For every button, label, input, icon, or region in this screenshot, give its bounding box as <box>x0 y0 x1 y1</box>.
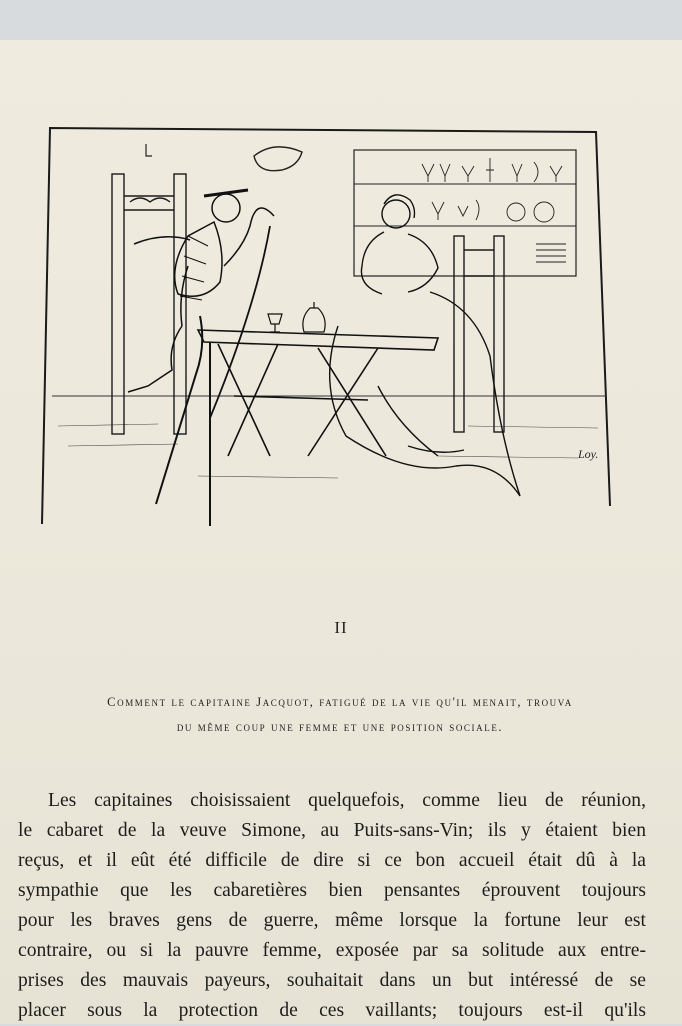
body-line: pour les braves gens de guerre, même lorsque la fortune leur est <box>18 910 646 931</box>
illustration <box>38 126 614 526</box>
engraving-tavern-scene-icon <box>38 126 614 526</box>
book-page <box>0 40 682 1024</box>
body-line: sympathie que les cabaretières bien pensantes éprouvent toujours <box>18 880 646 901</box>
body-line: contraire, ou si la pauvre femme, exposée par sa solitude aux entre- <box>18 940 646 961</box>
subtitle-line: Comment le capitaine Jacquot, fatigué de la vie qu'il menait, trouva <box>107 695 573 709</box>
chapter-subtitle <box>20 690 660 740</box>
body-line: le cabaret de la veuve Simone, au Puits-sans-Vin; ils y étaient bien <box>18 820 646 841</box>
body-line: Les capitaines choisissaient quelquefois, comme lieu de réunion, <box>48 790 646 811</box>
body-line: placer sous la protection de ces vaillants; toujours est-il qu'ils <box>18 1000 646 1021</box>
subtitle-line: du même coup une femme et une position sociale. <box>176 720 504 734</box>
artist-signature: Loy. <box>578 447 599 461</box>
body-line: reçus, et il eût été difficile de dire si ce bon accueil était dû à la <box>18 850 646 871</box>
chapter-number: II <box>334 618 348 637</box>
body-paragraph <box>18 786 646 1026</box>
body-line: prises des mauvais payeurs, souhaitait dans un but intéressé de se <box>18 970 646 991</box>
